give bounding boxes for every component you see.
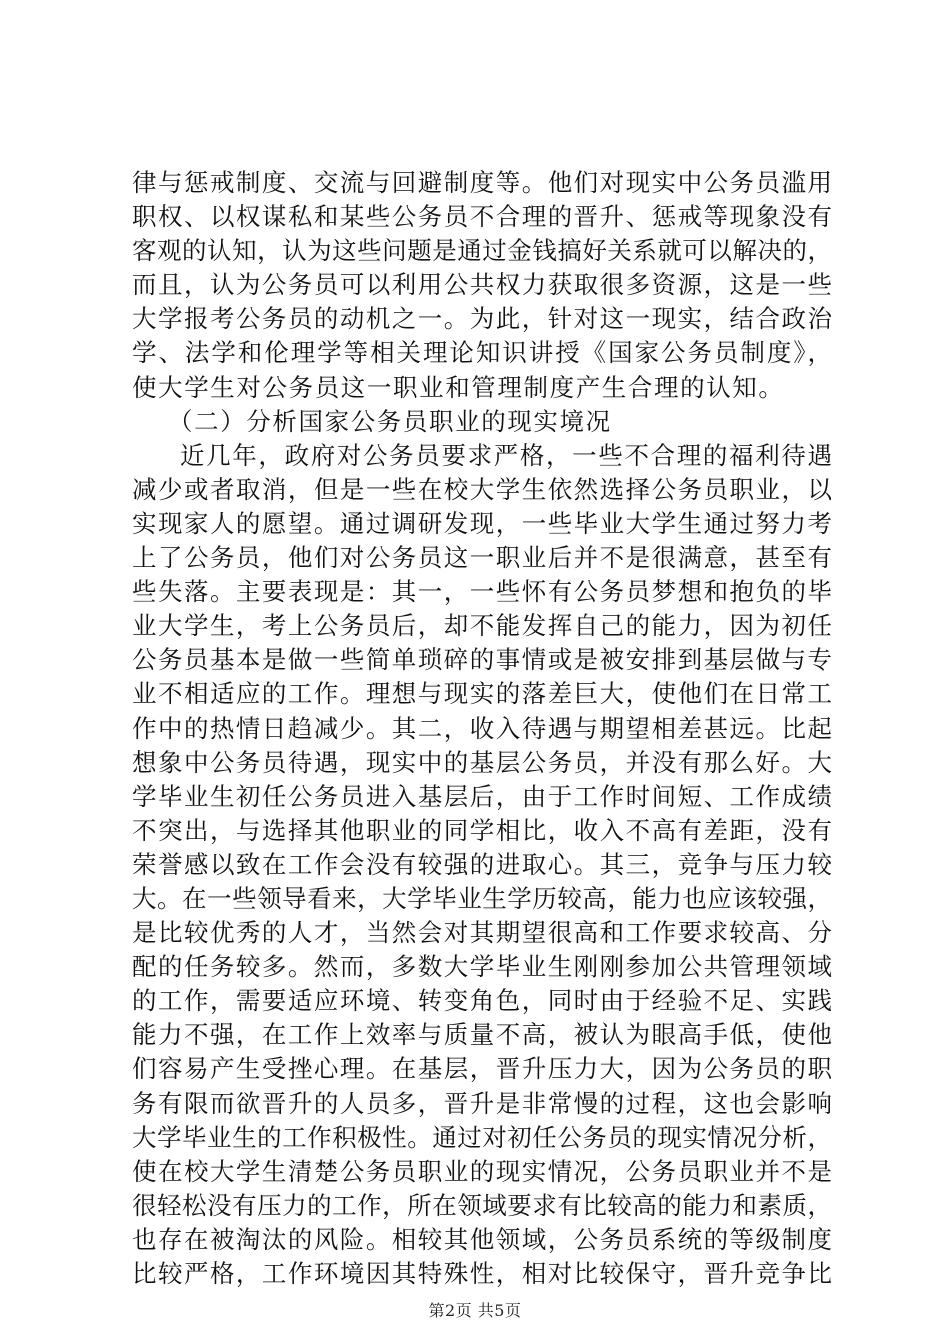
document-body bbox=[132, 166, 832, 1291]
text-line: 职权、以权谋私和某些公务员不合理的晋升、惩戒等现象没有 bbox=[132, 202, 832, 232]
text-line: 不突出，与选择其他职业的同学相比，收入不高有差距，没有 bbox=[132, 815, 832, 845]
text-line: 公务员基本是做一些简单琐碎的事情或是被安排到基层做与专 bbox=[132, 645, 832, 675]
text-line: 比较严格，工作环境因其特殊性，相对比较保守，晋升竞争比 bbox=[132, 1259, 832, 1288]
page-number: 第2页 共5页 bbox=[428, 1301, 522, 1320]
text-line: 作中的热情日趋减少。其二，收入待遇与期望相差甚远。比起 bbox=[132, 713, 832, 743]
text-line: 们容易产生受挫心理。在基层，晋升压力大，因为公务员的职 bbox=[132, 1054, 832, 1084]
text-line: 是比较优秀的人才，当然会对其期望很高和工作要求较高、分 bbox=[132, 918, 832, 948]
text-line: 使在校大学生清楚公务员职业的现实情况，公务员职业并不是 bbox=[132, 1156, 832, 1186]
text-line: 想象中公务员待遇，现实中的基层公务员，并没有那么好。大 bbox=[132, 747, 832, 777]
text-line: 减少或者取消，但是一些在校大学生依然选择公务员职业，以 bbox=[132, 474, 832, 504]
text-line: 学毕业生初任公务员进入基层后，由于工作时间短、工作成绩 bbox=[132, 781, 832, 811]
text-line: 大学毕业生的工作积极性。通过对初任公务员的现实情况分析， bbox=[132, 1122, 832, 1152]
text-line: 客观的认知，认为这些问题是通过金钱搞好关系就可以解决的， bbox=[132, 236, 832, 266]
text-line: 些失落。主要表现是：其一，一些怀有公务员梦想和抱负的毕 bbox=[132, 577, 832, 607]
text-line: 的工作，需要适应环境、转变角色，同时由于经验不足、实践 bbox=[132, 986, 832, 1016]
text-line: 荣誉感以致在工作会没有较强的进取心。其三，竞争与压力较 bbox=[132, 849, 832, 879]
text-line: 大。在一些领导看来，大学毕业生学历较高，能力也应该较强， bbox=[132, 883, 832, 913]
text-line: 大学报考公务员的动机之一。为此，针对这一现实，结合政治 bbox=[132, 304, 832, 334]
text-line: 律与惩戒制度、交流与回避制度等。他们对现实中公务员滥用 bbox=[132, 168, 832, 197]
text-line: 业不相适应的工作。理想与现实的落差巨大，使他们在日常工 bbox=[132, 679, 832, 709]
text-line: 使大学生对公务员这一职业和管理制度产生合理的认知。 bbox=[132, 372, 785, 402]
text-line: 而且，认为公务员可以利用公共权力获取很多资源，这是一些 bbox=[132, 270, 832, 300]
text-line: 上了公务员，他们对公务员这一职业后并不是很满意，甚至有 bbox=[132, 543, 832, 573]
page-footer bbox=[0, 1298, 950, 1321]
text-line: 能力不强，在工作上效率与质量不高，被认为眼高手低，使他 bbox=[132, 1020, 832, 1050]
text-line: 学、法学和伦理学等相关理论知识讲授《国家公务员制度》， bbox=[132, 338, 832, 368]
text-line: 也存在被淘汰的风险。相较其他领域，公务员系统的等级制度 bbox=[132, 1224, 832, 1254]
text-line: 务有限而欲晋升的人员多，晋升是非常慢的过程，这也会影响 bbox=[132, 1088, 832, 1118]
section-heading: （二）分析国家公务员职业的现实境况 bbox=[168, 406, 612, 436]
text-line: 业大学生，考上公务员后，却不能发挥自己的能力，因为初任 bbox=[132, 611, 832, 641]
text-line: 很轻松没有压力的工作，所在领域要求有比较高的能力和素质， bbox=[132, 1190, 832, 1220]
text-line: 配的任务较多。然而，多数大学毕业生刚刚参加公共管理领域 bbox=[132, 952, 832, 982]
text-line: 实现家人的愿望。通过调研发现，一些毕业大学生通过努力考 bbox=[132, 508, 832, 538]
text-line: 近几年，政府对公务员要求严格，一些不合理的福利待遇 bbox=[180, 440, 832, 470]
